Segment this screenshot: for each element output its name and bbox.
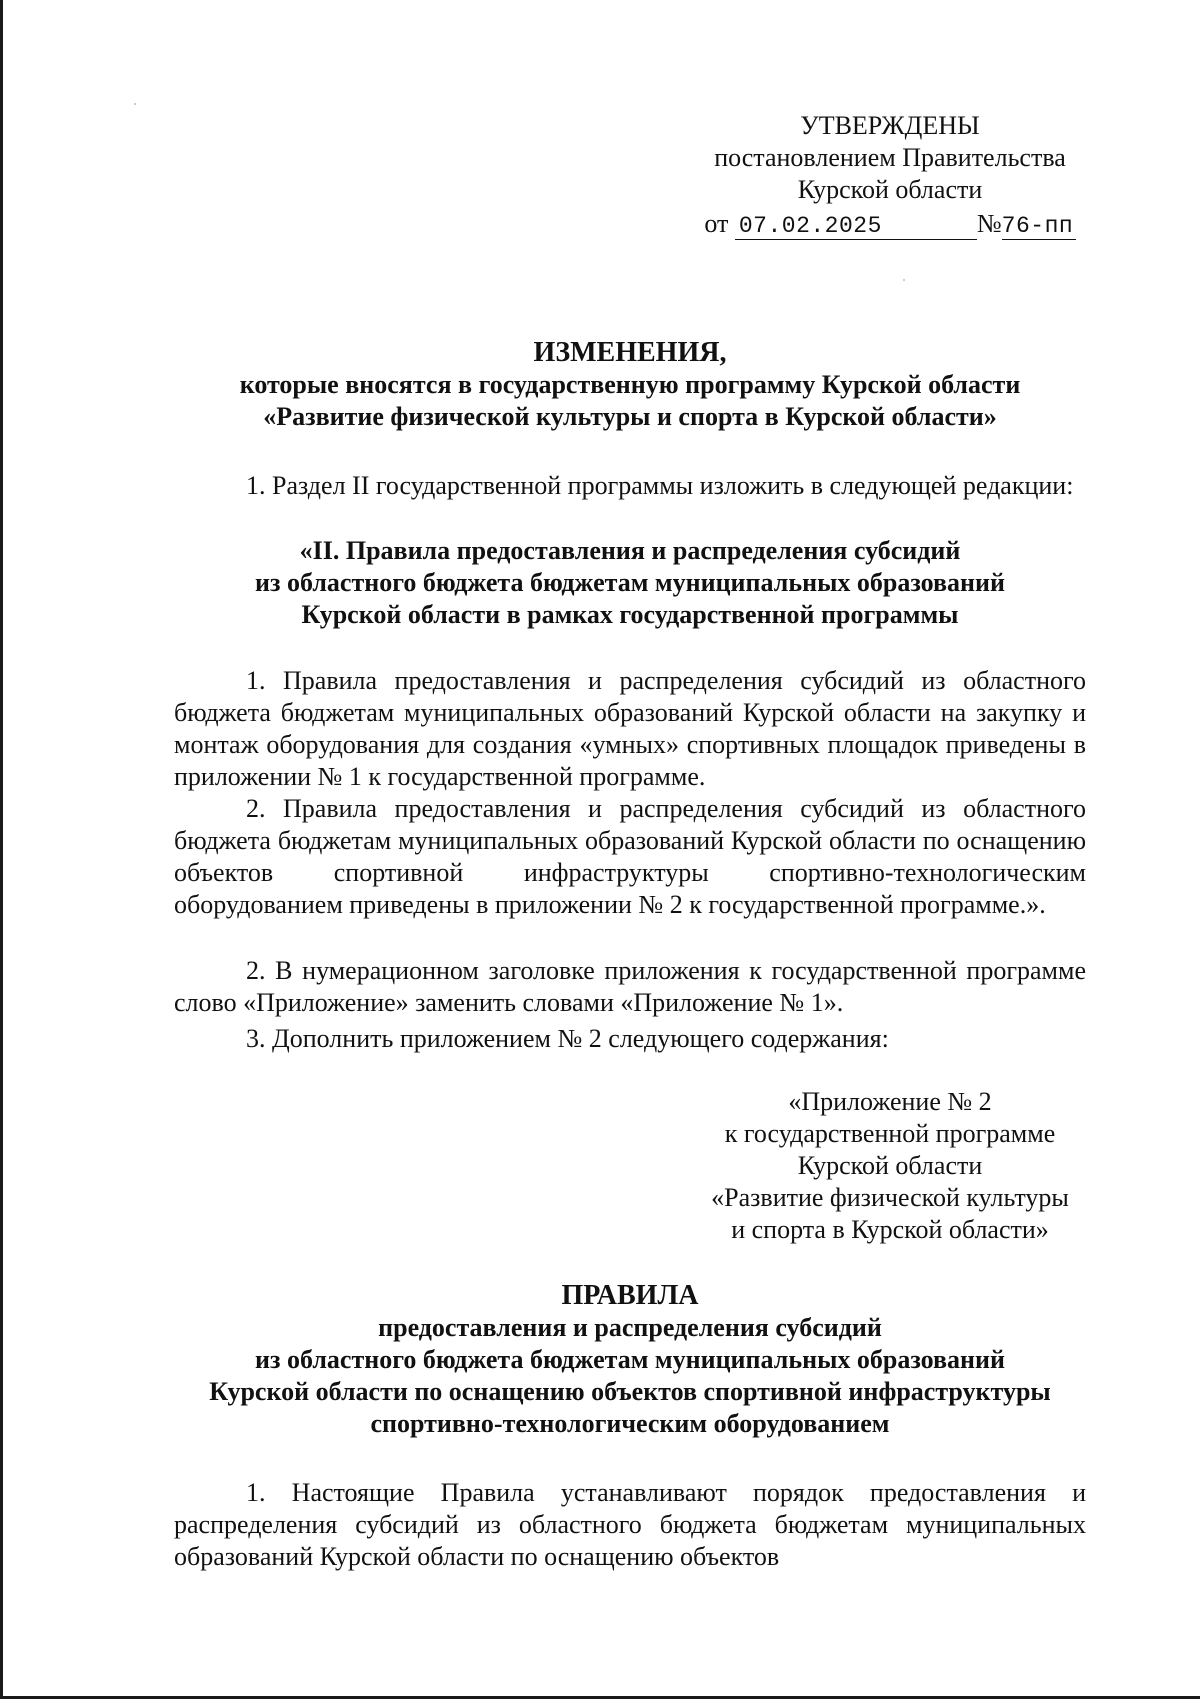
approval-date: 07.02.2025 — [735, 213, 977, 240]
appendix-2-header — [680, 1086, 1100, 1246]
rules-heading — [174, 1280, 1086, 1440]
item-3-paragraph: 3. Дополнить приложением № 2 следующего содержания: — [246, 1024, 889, 1053]
section-2-heading — [174, 535, 1086, 631]
item-1-paragraph: 1. Раздел II государственной программы изложить в следующей редакции: — [246, 471, 1074, 500]
approval-title: УТВЕРЖДЕНЫ — [800, 111, 980, 140]
approval-by-decree: постановлением Правительства — [714, 143, 1066, 172]
appendix-line-1: «Приложение № 2 — [788, 1087, 992, 1116]
section-2-paragraph-2: 2. Правила предоставления и распределения субсидий из областного бюджета бюджетам муниципальных образований Курской области по оснащению объектов спортивной инфраструктуры спортивно-технологическим оборудованием приведены в приложении № 2 к государственной программе.». — [174, 794, 1086, 919]
rules-paragraph-1: 1. Настоящие Правила устанавливают порядок предоставления и распределения субсидий из областного бюджета бюджетам муниципальных образований Курской области по оснащению объектов — [174, 1478, 1086, 1571]
approval-date-number-row — [680, 208, 1100, 240]
scan-speck — [134, 103, 136, 105]
section-2-heading-line-1: «II. Правила предоставления и распределения субсидий — [299, 536, 961, 565]
appendix-line-5: и спорта в Курской области» — [731, 1215, 1049, 1244]
section-2-heading-line-3: Курской области в рамках государственной программы — [301, 600, 959, 629]
appendix-line-4: «Развитие физической культуры — [711, 1183, 1069, 1212]
rules-heading-line-3: Курской области по оснащению объектов спортивной инфраструктуры — [209, 1377, 1051, 1406]
rules-heading-line-1: предоставления и распределения субсидий — [378, 1313, 882, 1342]
approval-number-label: № — [976, 209, 1002, 238]
rules-heading-line-2: из областного бюджета бюджетам муниципальных образований — [255, 1345, 1005, 1374]
approval-number: 76-пп — [1002, 213, 1076, 240]
document-title-sub-2: «Развитие физической культуры и спорта в Курской области» — [263, 402, 997, 431]
section-2-paragraph-1: 1. Правила предоставления и распределения субсидий из областного бюджета бюджетам муниципальных образований Курской области на закупку и монтаж оборудования для создания «умных» спортивных площадок приведены в приложении № 1 к государственной программе. — [174, 666, 1086, 791]
approval-region: Курской области — [797, 175, 983, 204]
approval-from-label: от — [704, 209, 729, 238]
section-2-heading-line-2: из областного бюджета бюджетам муниципальных образований — [255, 568, 1005, 597]
rules-heading-line-4: спортивно-технологическим оборудованием — [370, 1409, 890, 1438]
document-title-block — [174, 337, 1086, 433]
document-title: ИЗМЕНЕНИЯ, — [533, 337, 727, 368]
scan-border-left — [0, 0, 3, 1699]
appendix-line-3: Курской области — [797, 1151, 983, 1180]
scan-speck — [903, 279, 905, 281]
document-title-sub-1: которые вносятся в государственную программу Курской области — [239, 370, 1021, 399]
approval-block — [680, 110, 1100, 240]
rules-title: ПРАВИЛА — [561, 1280, 699, 1311]
item-2-paragraph: 2. В нумерационном заголовке приложения к государственной программе слово «Приложение» заменить словами «Приложение № 1». — [174, 956, 1086, 1017]
appendix-line-2: к государственной программе — [724, 1119, 1056, 1148]
